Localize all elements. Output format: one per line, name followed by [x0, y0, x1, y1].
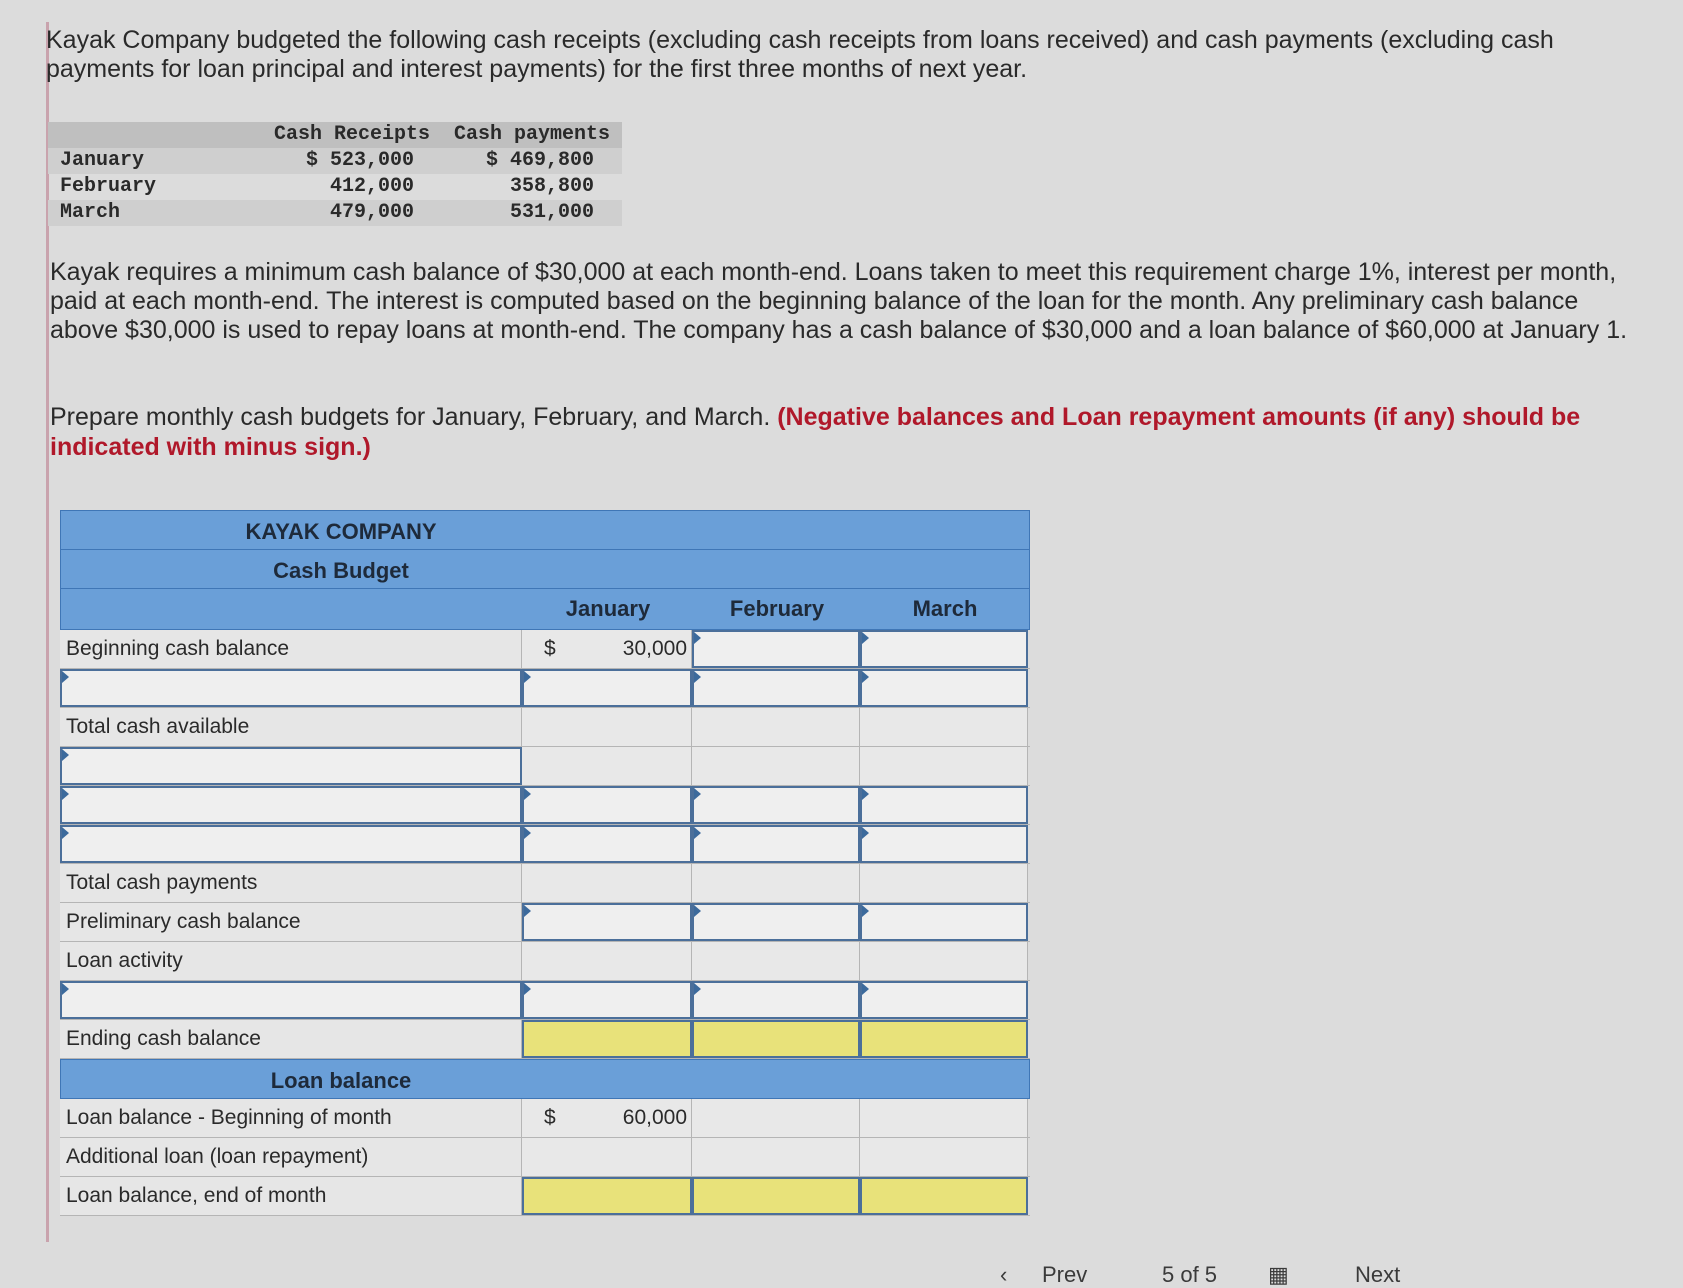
feb-total-available [692, 708, 860, 746]
prepare-note: (Negative balances and Loan repayment amounts (if any) should be indicated with minus sign.) [50, 403, 1581, 461]
row-loan-additional [60, 1138, 1030, 1177]
mar-total-payments [860, 864, 1028, 902]
prepare-text: Prepare monthly cash budgets for January, February, and March. [50, 403, 771, 431]
month-label: March [48, 200, 262, 226]
label-loan-additional: Additional loan (loan repayment) [60, 1138, 522, 1176]
feb-loan-end-input[interactable] [692, 1177, 860, 1215]
mar-loan-activity [860, 942, 1028, 980]
table-row [48, 174, 622, 200]
jan-blank [522, 747, 692, 785]
payment-2-label-dropdown[interactable] [60, 825, 522, 863]
feb-payment-2-input[interactable] [692, 825, 860, 863]
jan-total-available [522, 708, 692, 746]
loan-balance-band [60, 1059, 1030, 1099]
mar-loan-beginning [860, 1099, 1028, 1137]
label-total-cash-available: Total cash available [60, 708, 522, 746]
jan-receipts-input[interactable] [522, 669, 692, 707]
instruction-paragraph [50, 402, 1630, 462]
budget-data-table [48, 122, 622, 226]
feb-ending-cash-input[interactable] [692, 1020, 860, 1058]
label-total-cash-payments: Total cash payments [60, 864, 522, 902]
jan-loan-activity [522, 942, 692, 980]
receipts-value: 479,000 [262, 200, 442, 226]
feb-receipts-input[interactable] [692, 669, 860, 707]
jan-loan-end-input[interactable] [522, 1177, 692, 1215]
row-payment-label [60, 747, 1030, 786]
next-button[interactable]: Next [1355, 1262, 1401, 1287]
label-loan-beginning: Loan balance - Beginning of month [60, 1099, 522, 1137]
jan-payment-1-input[interactable] [522, 786, 692, 824]
header-february: February [729, 596, 825, 621]
mar-loan-end-input[interactable] [860, 1177, 1028, 1215]
company-band [60, 510, 1030, 550]
month-label: January [48, 148, 262, 174]
payments-label-dropdown[interactable] [60, 747, 522, 785]
company-name: KAYAK COMPANY [245, 519, 437, 544]
dollar-sign: $ [544, 637, 556, 660]
header-march: March [912, 596, 978, 621]
feb-payment-1-input[interactable] [692, 786, 860, 824]
jan-loan-beginning [522, 1099, 692, 1137]
jan-loan-item-input[interactable] [522, 981, 692, 1019]
jan-payment-2-input[interactable] [522, 825, 692, 863]
mar-loan-additional [860, 1138, 1028, 1176]
mar-payment-2-input[interactable] [860, 825, 1028, 863]
intro-text: Kayak Company budgeted the following cash receipts (excluding cash receipts from loans received) and cash payments (excluding cash payments for loan principal and interest payments) for the first three months of next year. [46, 26, 1554, 83]
chevron-left-icon[interactable]: ‹ [1000, 1262, 1008, 1287]
jan-loan-additional [522, 1138, 692, 1176]
mar-preliminary-input[interactable] [860, 903, 1028, 941]
feb-loan-additional [692, 1138, 860, 1176]
page-indicator: 5 of 5 [1162, 1262, 1218, 1287]
mar-total-available [860, 708, 1028, 746]
label-preliminary-cash: Preliminary cash balance [60, 903, 522, 941]
payments-value: 358,800 [510, 175, 595, 198]
jan-total-payments [522, 864, 692, 902]
table-row [48, 200, 622, 226]
feb-preliminary-input[interactable] [692, 903, 860, 941]
feb-loan-item-input[interactable] [692, 981, 860, 1019]
header-january: January [565, 596, 651, 621]
label-loan-end: Loan balance, end of month [60, 1177, 522, 1215]
table-corner [48, 122, 262, 148]
header-cash-receipts: Cash Receipts [262, 122, 442, 148]
row-loan-beginning [60, 1099, 1030, 1138]
feb-blank [692, 747, 860, 785]
row-loan-item [60, 981, 1030, 1020]
header-blank [61, 589, 523, 629]
label-loan-activity: Loan activity [60, 942, 522, 980]
row-payment-1 [60, 786, 1030, 825]
jan-beginning-cash-value: 30,000 [622, 637, 687, 660]
requirement-text: Kayak requires a minimum cash balance of $30,000 at each month-end. Loans taken to meet this requirement charge 1%, interest per month, paid at each month-end. The interest is computed based on the beginning balance of the loan for the month. Any preliminary cash balance above $30,000 is used to repay loans at month-end. The company has a cash balance of $30,000 and a loan balance of $60,000 at January 1. [50, 258, 1628, 344]
table-row [48, 148, 622, 174]
row-total-cash-available [60, 708, 1030, 747]
receipts-value: 412,000 [330, 175, 415, 198]
month-label: February [60, 175, 157, 198]
requirement-paragraph [50, 258, 1640, 345]
label-ending-cash: Ending cash balance [60, 1020, 522, 1058]
mar-ending-cash-input[interactable] [860, 1020, 1028, 1058]
row-ending-cash [60, 1020, 1030, 1059]
loan-item-label-dropdown[interactable] [60, 981, 522, 1019]
row-beginning-cash [60, 630, 1030, 669]
header-cash-payments: Cash payments [442, 122, 622, 148]
mar-beginning-cash-input[interactable] [860, 630, 1028, 668]
dollar-sign: $ [544, 1106, 556, 1129]
loan-balance-heading: Loan balance [270, 1068, 412, 1093]
row-total-cash-payments [60, 864, 1030, 903]
jan-loan-beginning-value: 60,000 [622, 1106, 687, 1129]
grid-icon[interactable]: ▦ [1268, 1262, 1289, 1287]
feb-beginning-cash-input[interactable] [692, 630, 860, 668]
receipts-value: $ 523,000 [262, 148, 442, 174]
payment-1-label-dropdown[interactable] [60, 786, 522, 824]
feb-loan-activity [692, 942, 860, 980]
budget-title: Cash Budget [273, 558, 409, 583]
mar-receipts-input[interactable] [860, 669, 1028, 707]
prev-button[interactable]: Prev [1042, 1262, 1088, 1287]
mar-payment-1-input[interactable] [860, 786, 1028, 824]
row-preliminary-cash [60, 903, 1030, 942]
row-loan-end [60, 1177, 1030, 1216]
row-loan-activity [60, 942, 1030, 981]
cash-budget-form [60, 510, 1030, 1216]
jan-ending-cash-input[interactable] [522, 1020, 692, 1058]
problem-intro [46, 26, 1626, 84]
title-band [60, 550, 1030, 589]
mar-blank [860, 747, 1028, 785]
feb-loan-beginning [692, 1099, 860, 1137]
row-receipts [60, 669, 1030, 708]
mar-loan-item-input[interactable] [860, 981, 1028, 1019]
payments-value: $ 469,800 [442, 148, 622, 174]
feb-total-payments [692, 864, 860, 902]
jan-preliminary-input[interactable] [522, 903, 692, 941]
jan-beginning-cash [522, 630, 692, 668]
label-beginning-cash: Beginning cash balance [60, 630, 522, 668]
payments-value: 531,000 [442, 200, 622, 226]
receipts-label-dropdown[interactable] [60, 669, 522, 707]
column-header-row [60, 589, 1030, 630]
row-payment-2 [60, 825, 1030, 864]
